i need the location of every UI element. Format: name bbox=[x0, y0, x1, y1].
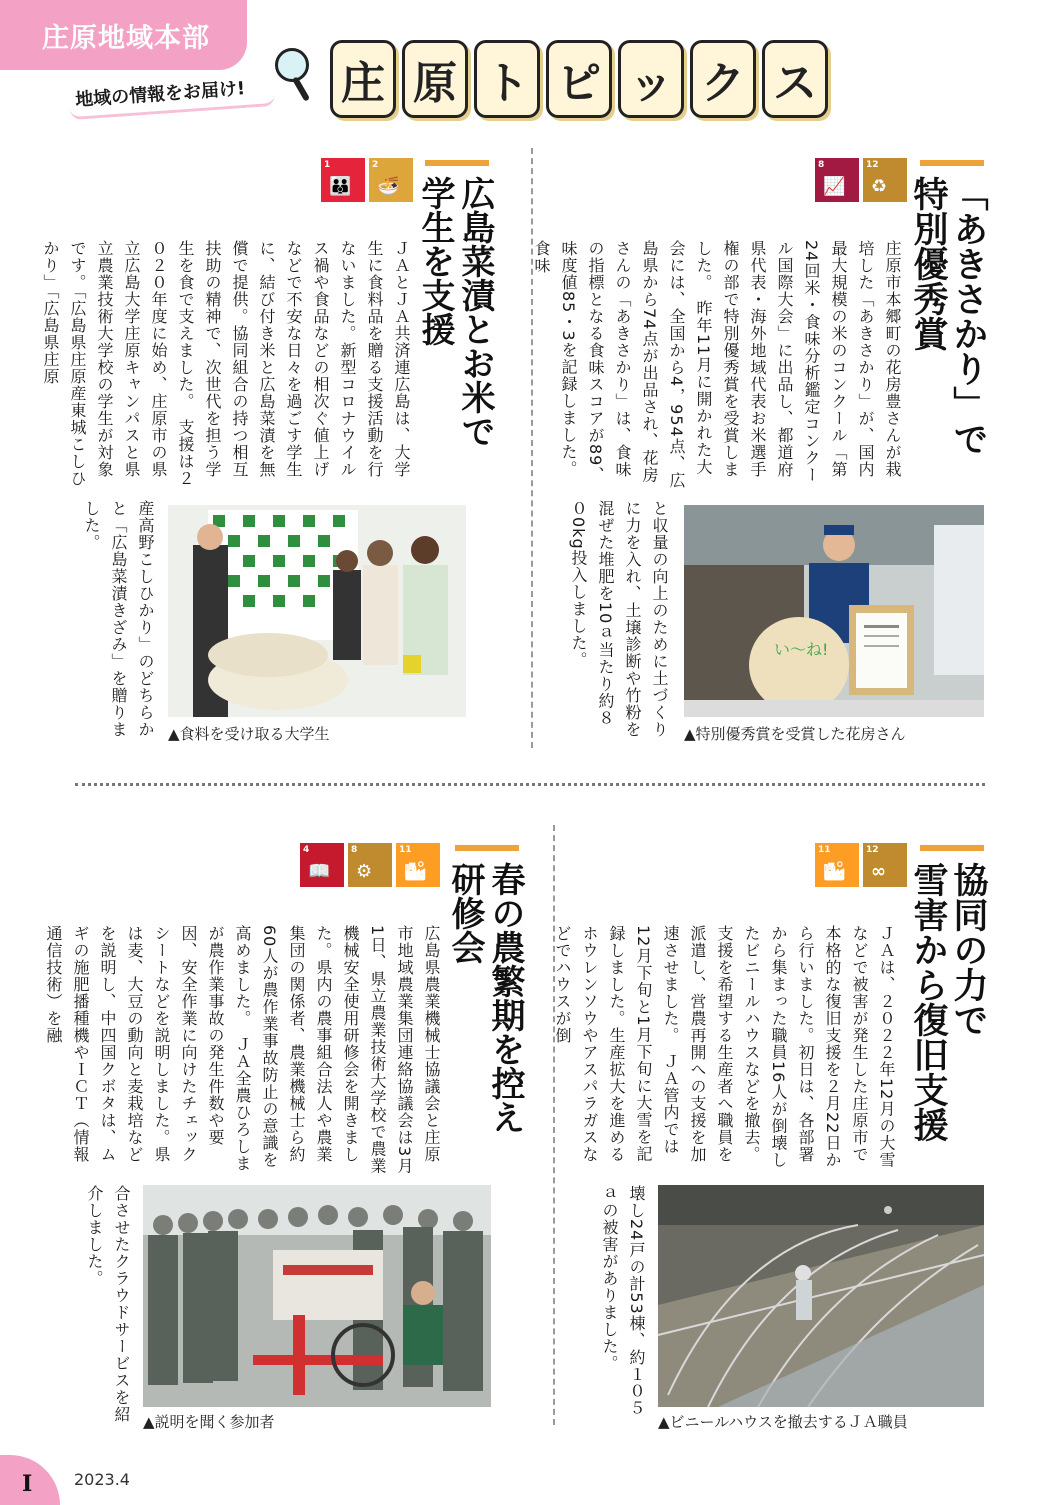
magnifier-icon bbox=[275, 48, 309, 82]
issue-date: 2023.4 bbox=[74, 1470, 130, 1489]
page-number-badge bbox=[0, 1455, 60, 1505]
headline-line-2: 特別優秀賞 bbox=[908, 176, 948, 351]
column-divider-bottom bbox=[553, 825, 555, 1425]
region-tab bbox=[0, 0, 247, 70]
photo-students bbox=[168, 505, 466, 717]
headline-tsukemono bbox=[415, 176, 495, 496]
article-body-tsukemono: ＪＡとＪＡ共済連広島は、大学生に食料品を贈る支援活動を行ないました。新型コロナウイルス禍や食品などの相次ぐ値上げなどで不安な日々を過ごす学生に、結び付き米と広島菜漬を無償で提供。協同組合の持つ相互扶助の精神で、次世代を担う学生を食で支えました。 支援は２０２０年度に始め、庄原市の県立広島大学庄原キャンパスと県立農業技術大学校の学生が対象です。「広島県庄原産東城こしひかり」「広島県庄原 bbox=[41, 240, 411, 487]
sdg-2-icon: 2 🍜 bbox=[369, 158, 413, 202]
svg-text:い〜ね!: い〜ね! bbox=[774, 640, 829, 659]
caption-tsukemono: ▲食料を受け取る大学生 bbox=[168, 725, 330, 743]
headline-spring bbox=[445, 862, 525, 1182]
column-divider-top bbox=[531, 148, 533, 748]
caption-snow: ▲ビニールハウスを撤去するＪＡ職員 bbox=[658, 1413, 908, 1431]
title-char: 庄 bbox=[330, 40, 396, 118]
article-body-snow: ＪＡは、２０２２年12月の大雪などで被害が発生した庄原市で本格的な復旧支援を２月22日から行いました。初日は、各部署から集まった職員16人が倒壊したビニールハウスなどを撤去。支援を希望する生産者へ職員を派遣し、営農再開への支援を加速させました。 ＪＡ管内では12月下旬と1月下旬に大雪を記録しました。生産拡大を進めるホウレンソウやアスパラガスなどでハウスが倒 bbox=[553, 925, 896, 1169]
sdg-9-icon: 8 ⚙ bbox=[348, 843, 392, 887]
title-char: 原 bbox=[402, 40, 468, 118]
sdg-8-icon: 8 📈 bbox=[815, 158, 859, 202]
sdg-11-icon: 11 🏙 bbox=[815, 843, 859, 887]
headline-bar bbox=[455, 845, 519, 851]
headline-line-1: 春の農繁期を控え bbox=[485, 862, 525, 1134]
title-char: ピ bbox=[546, 40, 612, 118]
headline-line-2: 研修会 bbox=[445, 862, 485, 964]
title-char: ス bbox=[762, 40, 828, 118]
headline-bar bbox=[920, 845, 984, 851]
article-body-spring: 広島県農業機械士協議会と庄原市地域農業集団連絡協議会は3月1日、県立農業技術大学校で農業機械安全使用研修会を開きました。県内の農事組合法人や農業集団の関係者、農業機械士ら約60人が農作業事故防止の意識を高めました。 ＪＡ全農ひろしまが農作業事故の発生件数や要因、安全作業に向けたチェックシートなどを説明しました。県は麦、大豆の動向と麦栽培などを説明し、中四国クボタは、ムギの施肥播種機やＩＣＴ（情報通信技術）を融 bbox=[44, 925, 441, 1175]
tagline: 地域の情報をお届け! bbox=[74, 78, 246, 111]
photo-training bbox=[143, 1185, 491, 1407]
title-char: ッ bbox=[618, 40, 684, 118]
headline-line-2: 学生を支援 bbox=[415, 176, 455, 346]
photo-award-winner bbox=[684, 505, 984, 717]
caption-akisakari: ▲特別優秀賞を受賞した花房さん bbox=[684, 725, 906, 743]
section-divider bbox=[75, 783, 985, 786]
magnifier-handle bbox=[292, 76, 310, 102]
headline-bar bbox=[920, 160, 984, 166]
article-body-akisakari: 庄原市本郷町の花房豊さんが栽培した「あきさかり」が、国内最大規模の米のコンクール「第24回米・食味分析鑑定コンクール国際大会」に出品し、都道府県代表・海外地域代表お米選手権の部で特別優秀賞を受賞しました。 昨年11月に開かれた大会には、全国から4，954点、広島県から74点が出品され、花房さんの「あきさかり」は、食味の指標となる食味スコアが89、味度値85・3を記録しました。食味 bbox=[532, 240, 902, 489]
region-label: 庄原地域本部 bbox=[42, 23, 210, 54]
sdg-11-icon: 11 🏙 bbox=[396, 843, 440, 887]
headline-line-2: 雪害から復旧支援 bbox=[908, 862, 948, 1142]
headline-akisakari bbox=[908, 176, 988, 496]
headline-bar bbox=[425, 160, 489, 166]
photo-greenhouse bbox=[658, 1185, 984, 1407]
sdg-12-icon: 12 ♻ bbox=[863, 158, 907, 202]
article-body-spring-cont: 合させたクラウドサービスを紹介しました。 bbox=[85, 1185, 131, 1423]
caption-spring: ▲説明を聞く参加者 bbox=[143, 1413, 275, 1431]
headline-line-1: 「あきさかり」で bbox=[948, 176, 988, 456]
sdg-1-icon: 1 👪 bbox=[321, 158, 365, 202]
title-char: ト bbox=[474, 40, 540, 118]
headline-line-1: 広島菜漬とお米で bbox=[455, 176, 495, 448]
sdg-4-icon: 4 📖 bbox=[300, 843, 344, 887]
article-body-akisakari-cont: と収量の向上のために土づくりに力を入れ、土壌診断や竹粉を混ぜた堆肥を10ａ当たり約８０0kg投入しました。 bbox=[569, 500, 669, 738]
article-body-tsukemono-cont: 産高野こしひかり」のどちらかと「広島菜漬きざみ」を贈りました。 bbox=[82, 500, 155, 738]
page-title bbox=[330, 40, 828, 118]
headline-snow bbox=[908, 862, 988, 1182]
page-number: I bbox=[22, 1471, 33, 1497]
article-body-snow-cont: 壊し24戸の計53棟、約１０５ａの被害がありました。 bbox=[600, 1185, 646, 1417]
headline-line-1: 協同の力で bbox=[948, 862, 988, 1037]
sdg-12-icon: 12 ∞ bbox=[863, 843, 907, 887]
title-char: ク bbox=[690, 40, 756, 118]
